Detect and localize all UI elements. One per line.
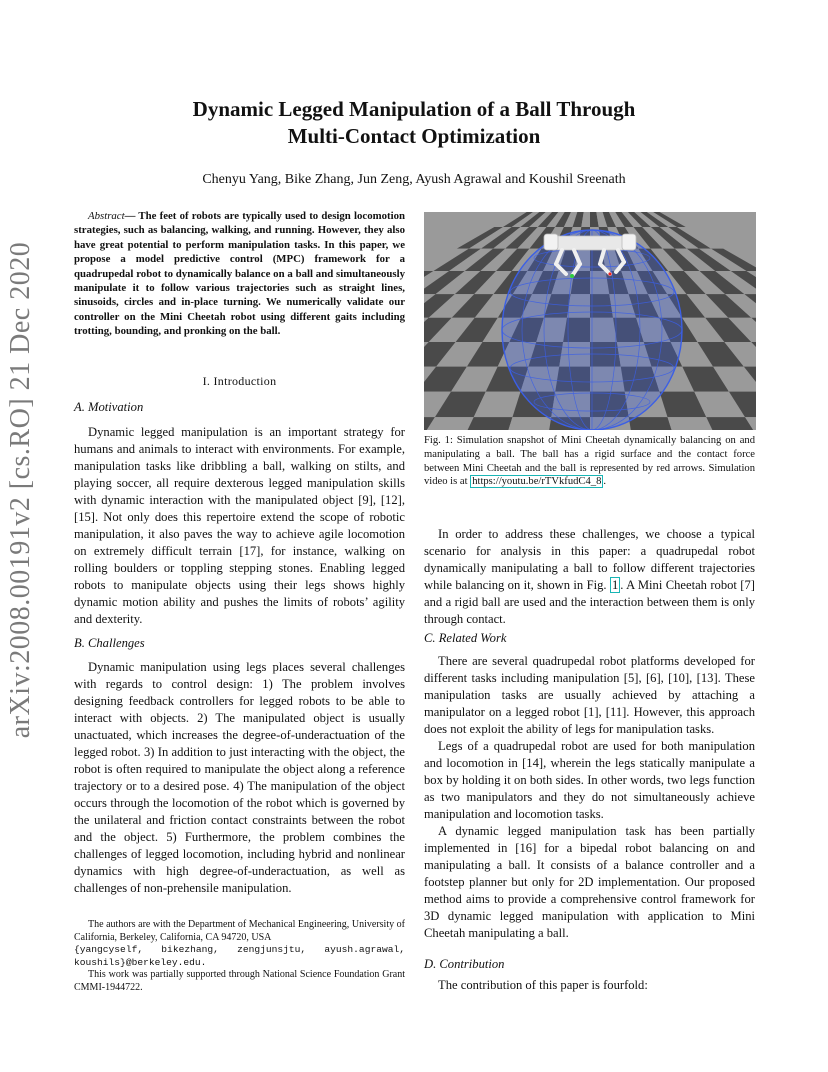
related-paragraph-2: Legs of a quadrupedal robot are used for both manipulation and locomotion in [14], wherein the legs statically manipulate a box by holding it on both sides. In other words, two legs function as two manipulators and they do not simultaneously achieve manipulation and locomotion tasks. (424, 739, 755, 821)
title-line-1: Dynamic Legged Manipulation of a Ball Through (192, 97, 636, 121)
caption-text: Fig. 1: Simulation snapshot of Mini Cheetah dynamically balancing on and manipulating a ball. The ball has a rigid surface and the contact force between Mini Cheetah and the ball is represented by red arrows. Simulation video is at (424, 435, 755, 488)
figure-1-caption: Fig. 1: Simulation snapshot of Mini Cheetah dynamically balancing on and manipulating a ball. The ball has a rigid surface and the contact force between Mini Cheetah and the ball is represented by red arrows. Simulation video is at https://youtu.be/rTVkfudC4_8 . (424, 435, 755, 488)
motivation-text: Dynamic legged manipulation is an important strategy for humans and animals to interact with environments. For example, manipulation tasks like dribbling a ball, walking on stilts, and playing soccer, all require dexterous legged manipulation skills with dynamic interaction with the manipulated object [9], [12], [15]. Not only does this repertoire extend the scope of robotic manipulation, it also paves the way to achieve agile locomotion on extremely difficult terrain [17], for instance, walking on rolling boulders or toppling stepping stones. Enabling legged robots to manipulate objects using their legs shows highly dynamic motion ability and pushes the limits of robots’ agility and dexterity. (74, 425, 405, 626)
abstract-text: — The feet of robots are typically used to design locomotion strategies, such as balancing, walking, and running. However, they also have great potential to perform manipulation tasks. In this paper, we propose a model predictive control (MPC) framework for a quadrupedal robot to dynamically balance on a ball and simultaneously manipulate it to follow various trajectories such as straight lines, sinusoids, circles and in-place turning. We numerically validate our controller on the Mini Cheetah robot using different gaits including trotting, bounding, and pronking on the ball. (74, 210, 405, 338)
arxiv-stamp: arXiv:2008.00191v2 [cs.RO] 21 Dec 2020 (5, 241, 36, 739)
footnote-emails: {yangcyself, bikezhang, zengjunsjtu, ayush.agrawal, koushils}@berkeley.edu. (74, 944, 405, 968)
author-list: Chenyu Yang, Bike Zhang, Jun Zeng, Ayush Agrawal and Koushil Sreenath (202, 172, 626, 187)
contribution-text: The contribution of this paper is fourfold: (438, 978, 648, 992)
footnote-affiliation: The authors are with the Department of Mechanical Engineering, University of California, Berkeley, California, CA 94720, USA (74, 919, 405, 943)
contribution-paragraph (424, 977, 755, 994)
address-paragraph (424, 526, 755, 628)
section-heading-introduction: I. Introduction (202, 374, 277, 388)
abstract (74, 209, 405, 339)
subsection-heading-contribution: D. Contribution (424, 957, 505, 971)
challenges-paragraph (74, 659, 405, 897)
subsection-heading-related-work: C. Related Work (424, 631, 507, 645)
figure-1-simulation-snapshot (424, 212, 756, 430)
title-line-2: Multi-Contact Optimization (287, 124, 541, 148)
address-text-a: In order to address these challenges, we choose a typical scenario for analysis in this paper: a quadrupedal robot dynamically manipulating a ball to follow different trajectories while balancing on it, shown in Fig. (424, 527, 755, 592)
related-paragraph-3: A dynamic legged manipulation task has been partially implemented in [16] for a bipedal robot balancing on and manipulating a ball. It consists of a balance controller and a footstep planner but only for 2D implementation. Our proposed method aims to provide a comprehensive control framework for 3D dynamic legged manipulation with application to Mini Cheetah manipulating a ball. (424, 824, 755, 940)
address-text-b: . A Mini Cheetah robot [7] and a rigid ball are used and the interaction between them is only through contact. (424, 578, 755, 626)
footnote (74, 919, 405, 995)
related-paragraph-1: There are several quadrupedal robot platforms developed for different tasks including manipulation [5], [6], [10], [13]. These manipulation tasks are usually achieved by attaching a manipulator on a legged robot [1], [11]. However, this approach does not exploit the ability of legs for manipulation tasks. (424, 654, 755, 736)
video-link[interactable]: https://youtu.be/rTVkfudC4_8 (472, 476, 602, 488)
figure-1-reference-link[interactable]: 1 (611, 578, 619, 592)
related-work-section (424, 653, 755, 942)
abstract-label: Abstract (88, 210, 125, 222)
ball (502, 230, 682, 430)
subsection-heading-challenges: B. Challenges (74, 636, 145, 650)
simulation-image (424, 212, 756, 430)
paper-title (0, 96, 828, 150)
challenges-text: Dynamic manipulation using legs places several challenges with regards to control design: 1) The problem involves designing feedback controllers for legged robots to be able to interact with objects. 2) The manipulated object is usually unactuated, which increases the degree-of-underactuation of the legged robot. 3) In addition to just interacting with the object, the robot is often required to manipulate the object along a reference trajectory or to a desired pose. 4) The manipulation of the object occurs through the locomotion of the robot which is governed by the unilateral and friction contact constraints between the robot and the object. 5) Furthermore, the problem combines the challenges of legged locomotion, including hybrid and nonlinear dynamics with high degree-of-underactuation, as well as challenges of non-prehensile manipulation. (74, 660, 405, 895)
motivation-paragraph (74, 424, 405, 628)
footnote-funding: This work was partially supported through National Science Foundation Grant CMMI-1944722. (74, 969, 405, 993)
subsection-heading-motivation: A. Motivation (74, 400, 144, 414)
